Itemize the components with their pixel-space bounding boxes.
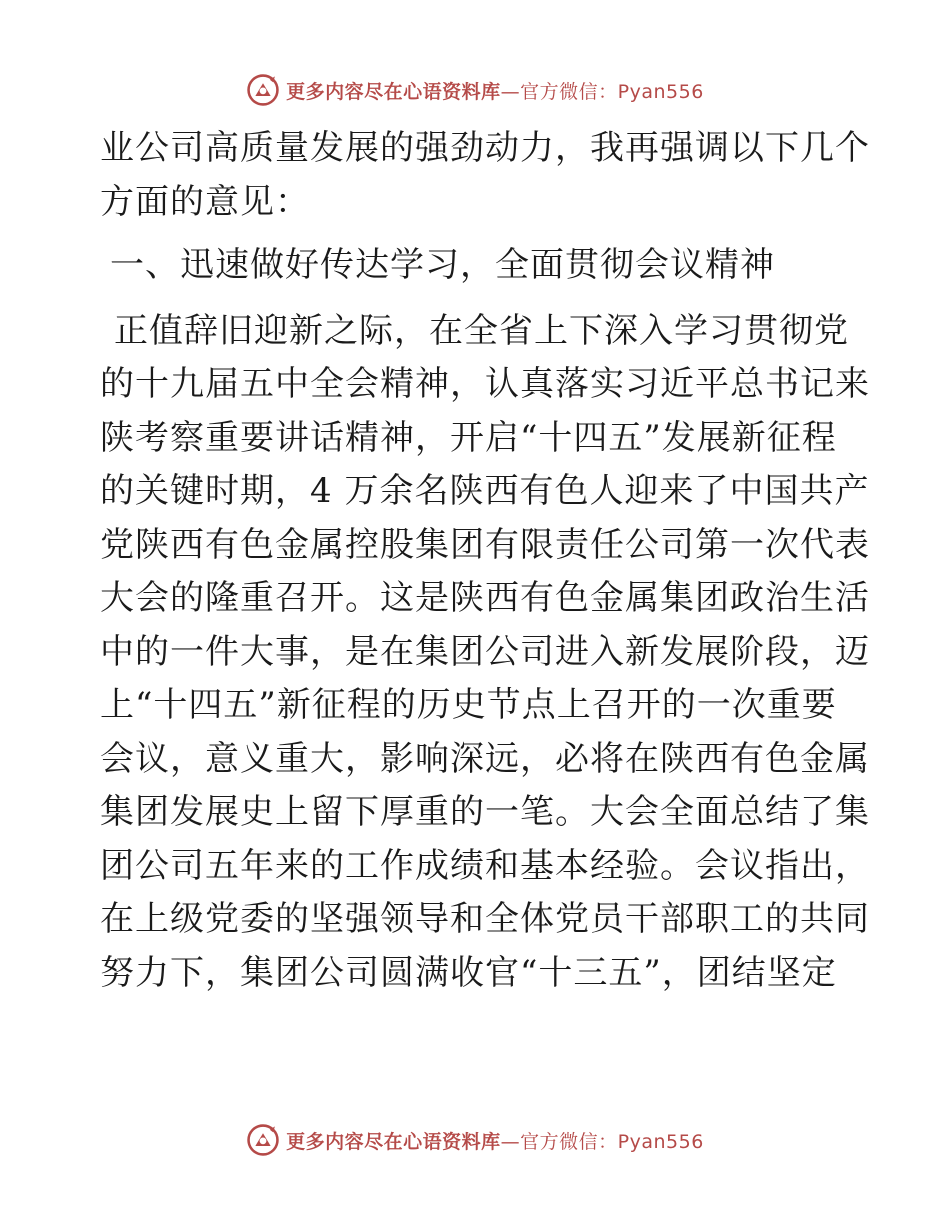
text-line: 的十九届五中全会精神，认真落实习近平总书记来 (100, 364, 870, 404)
text-line: 业公司高质量发展的强劲动力，我再强调以下几个 (100, 128, 870, 168)
text-line: 陕考察重要讲话精神，开启“十四五”发展新征程 (100, 417, 837, 458)
footer-watermark (0, 1120, 950, 1160)
watermark-separator: — (500, 80, 521, 103)
document-body (100, 122, 870, 1000)
watermark-separator: — (500, 1130, 521, 1153)
watermark-text (286, 77, 704, 104)
paragraph-1 (100, 122, 870, 229)
text-line: 集团发展史上留下厚重的一笔。大会全面总结了集 (100, 792, 870, 832)
section-heading (100, 239, 860, 293)
seal-logo-icon (246, 1123, 280, 1157)
header-watermark (0, 70, 950, 110)
text-line: 正值辞旧迎新之际，在全省上下深入学习贯彻党 (114, 310, 849, 351)
watermark-contact: 官方微信：Pyan556 (520, 1130, 704, 1153)
text-line: 在上级党委的坚强领导和全体党员干部职工的共同 (100, 899, 870, 939)
heading-line: 一、迅速做好传达学习，全面贯彻会议精神 (110, 245, 775, 285)
watermark-contact: 官方微信：Pyan556 (520, 80, 704, 103)
text-line: 团公司五年来的工作成绩和基本经验。会议指出， (100, 845, 870, 886)
text-line: 会议，意义重大，影响深远，必将在陕西有色金属 (100, 738, 870, 779)
seal-logo-icon (246, 73, 280, 107)
text-line: 党陕西有色金属控股集团有限责任公司第一次代表 (100, 524, 870, 565)
text-line: 中的一件大事，是在集团公司进入新发展阶段，迈 (100, 631, 870, 672)
text-line: 方面的意见： (100, 181, 310, 222)
watermark-brand: 更多内容尽在心语资料库 (286, 80, 501, 103)
watermark-text (286, 1127, 704, 1154)
text-line: 努力下，集团公司圆满收官“十三五”，团结坚定 (100, 952, 837, 993)
text-line: 大会的隆重召开。这是陕西有色金属集团政治生活 (100, 578, 870, 618)
text-line: 上“十四五”新征程的历史节点上召开的一次重要 (100, 685, 837, 725)
watermark-brand: 更多内容尽在心语资料库 (286, 1130, 501, 1153)
paragraph-2 (100, 305, 870, 1001)
text-line: 的关键时期，4 万余名陕西有色人迎来了中国共产 (100, 471, 870, 511)
